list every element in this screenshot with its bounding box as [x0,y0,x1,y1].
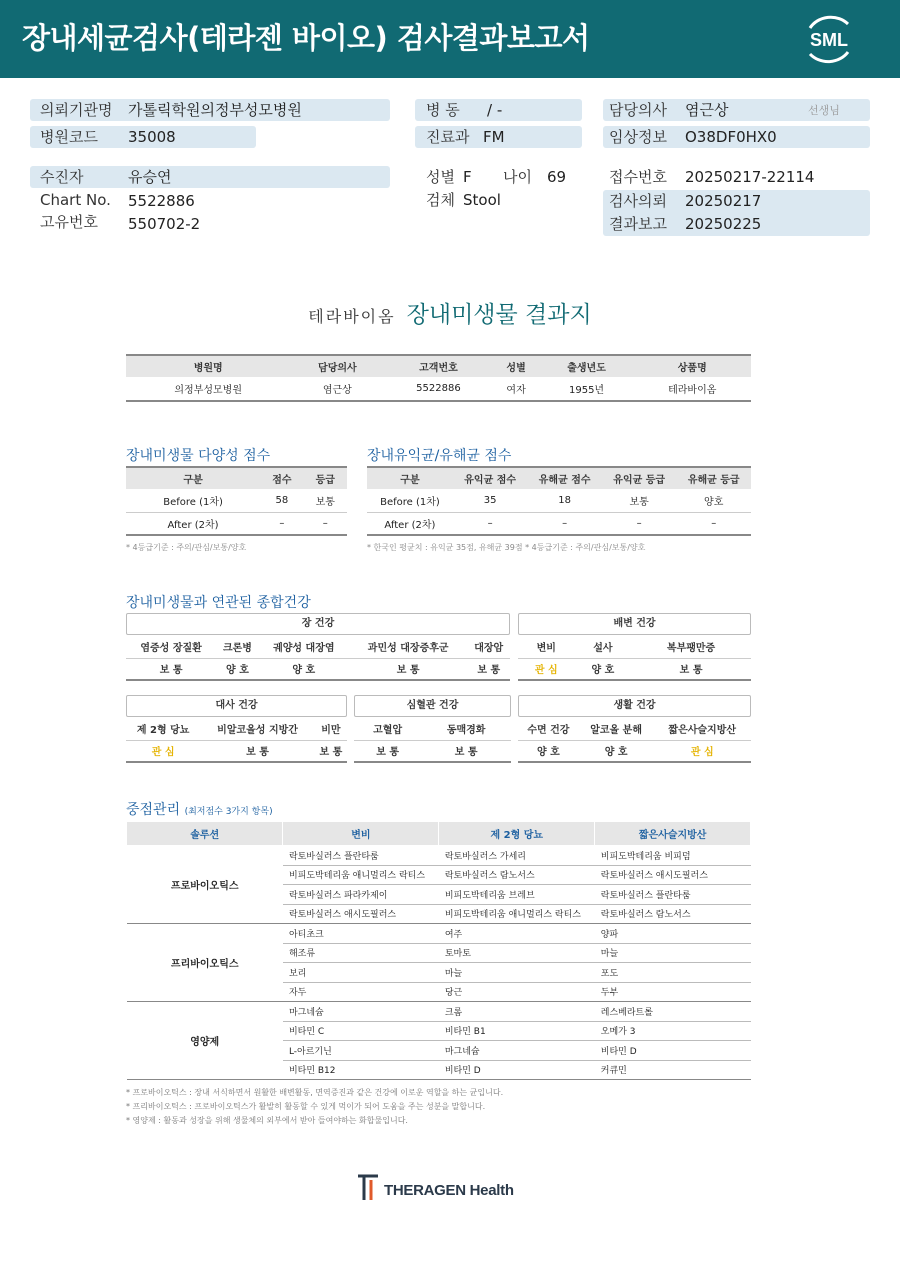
hospital-code-label: 병원코드 [40,128,98,146]
basic-header-cell: 담당의사 [290,355,384,377]
health-item: 알코올 분해 [590,724,642,736]
health-item: 동맥경화 [446,724,486,736]
focus-cell: 비피도박테리움 브레브 [439,885,595,905]
request-date-label: 검사의뢰 [609,192,667,210]
sheet-title-main: 장내미생물 결과지 [406,302,592,328]
health-item-row [126,635,510,658]
score-header-cell: 구분 [367,467,453,489]
score-row [126,512,347,535]
focus-cell: 마그네슘 [439,1041,595,1061]
score-cell: 58 [260,489,303,512]
report-title: 장내세균검사(테라젠 바이오) 검사결과보고서 [22,21,590,55]
focus-row [127,846,751,866]
focus-cell: 비타민 B1 [439,1021,595,1041]
focus-cell: 두부 [595,982,751,1002]
basic-header-cell: 출생년도 [540,355,634,377]
health-value: 관 심 [126,740,200,762]
life-health-table [518,717,751,763]
score-cell: 보통 [304,489,347,512]
focus-cell: 락토바실러스 플란타룸 [595,885,751,905]
bacteria-foot: * 한국인 평균치 : 유익균 35점, 유해균 39점 * 4등급기준 : 주의/관심/보통/양호 [367,543,646,552]
sheet-title [0,296,900,329]
focus-cell: 레스베라트롤 [595,1002,751,1022]
basic-value-cell: 여자 [493,377,540,401]
health-value: 보 통 [631,658,751,680]
request-org-label: 의뢰기관명 [40,101,113,119]
health-item: 복부팽만증 [666,642,716,654]
health-item: 비알코올성 지방간 [217,724,298,736]
specimen-value: Stool [463,191,501,209]
basic-value-cell: 5522886 [384,377,492,401]
focus-cell: 보리 [283,963,439,983]
score-cell: – [527,512,602,535]
focus-cell: 비피도박테리움 비피덤 [595,846,751,866]
diversity-title: 장내미생물 다양성 점수 [126,448,271,464]
health-item: 대장암 [474,642,504,654]
score-cell: 18 [527,489,602,512]
focus-cell: 락토바실러스 람노서스 [595,904,751,924]
health-title: 장내미생물과 연관된 종합건강 [126,595,311,611]
score-header-cell: 구분 [126,467,260,489]
gut-health-table [126,635,510,681]
gut-health-box [126,613,510,681]
focus-header-cell: 짧은사슬지방산 [595,822,751,846]
health-item-row [354,717,511,740]
score-header-row [126,467,347,489]
health-item: 설사 [593,642,613,654]
note-line: * 영양제 : 활동과 성장을 위해 생물체의 외부에서 받아 들여야하는 화합물입니다. [126,1116,408,1125]
notes [126,1086,503,1128]
focus-group-name: 프리바이오틱스 [127,924,283,1002]
health-value: 보 통 [467,658,510,680]
bowel-health-title: 배변 건강 [518,613,751,635]
score-cell: After (2차) [367,512,453,535]
health-value: 보 통 [354,740,421,762]
basic-value-cell: 의정부성모병원 [126,377,290,401]
focus-group-name: 프로바이오틱스 [127,846,283,924]
focus-title-main: 중점관리 [126,802,181,818]
health-item: 크론병 [222,642,252,654]
receipt-value: 20250217-22114 [685,168,815,186]
focus-cell: 락토바실러스 플란타룸 [283,846,439,866]
request-date-value: 20250217 [685,192,762,210]
basic-value-cell: 1955년 [540,377,634,401]
health-value: 보 통 [200,740,314,762]
health-value: 양 호 [579,740,654,762]
sheet-title-prefix: 테라바이옴 [308,307,396,326]
sml-logo [800,12,858,66]
score-row [367,489,751,512]
health-value: 양 호 [259,658,349,680]
sex-label: 성별 [426,168,455,186]
score-header-cell: 점수 [260,467,303,489]
health-value: 양 호 [575,658,632,680]
focus-cell: 오메가 3 [595,1021,751,1041]
basic-header-cell: 성별 [493,355,540,377]
life-health-box [518,695,751,763]
theragen-logo [356,1172,536,1204]
health-item-row [518,635,751,658]
focus-cell: 락토바실러스 파라카제이 [283,885,439,905]
health-value: 관 심 [518,658,575,680]
health-item: 비만 [321,724,341,736]
focus-cell: 여주 [439,924,595,944]
focus-group-name: 영양제 [127,1002,283,1080]
age-label: 나이 [503,168,532,186]
focus-cell: 비타민 D [439,1060,595,1080]
score-cell: – [676,512,751,535]
health-value-row [518,740,751,762]
focus-row [127,1002,751,1022]
health-item: 짧은사슬지방산 [668,724,737,736]
health-value: 양 호 [216,658,259,680]
score-row [126,489,347,512]
focus-header-cell: 솔루션 [127,822,283,846]
focus-cell: 해조류 [283,943,439,963]
cardio-health-table [354,717,511,763]
diversity-foot: * 4등급기준 : 주의/관심/보통/양호 [126,543,247,552]
focus-cell: 크롬 [439,1002,595,1022]
focus-cell: 양파 [595,924,751,944]
cardio-health-box [354,695,511,763]
patient-value: 유승연 [128,168,172,186]
sex-value: F [463,168,472,186]
score-cell: 양호 [676,489,751,512]
focus-cell: 락토바실러스 가세리 [439,846,595,866]
note-line: * 프로바이오틱스 : 장내 서식하면서 원활한 배변활동, 면역증진과 같은 건강에 이로운 역할을 하는 균입니다. [126,1088,504,1097]
cardio-health-title: 심혈관 건강 [354,695,511,717]
score-cell: – [260,512,303,535]
patient-pill [30,166,390,188]
score-cell: – [304,512,347,535]
focus-cell: 비타민 B12 [283,1060,439,1080]
score-header-cell: 유해균 점수 [527,467,602,489]
metabolic-health-table [126,717,347,763]
focus-cell: 비피도박테리움 애니멀리스 락티스 [283,865,439,885]
health-item: 궤양성 대장염 [273,642,335,654]
dept-label: 진료과 [426,128,470,146]
receipt-label: 접수번호 [609,168,667,186]
ward-label: 병 동 [426,101,460,119]
hospital-code-value: 35008 [128,128,176,146]
health-item: 제 2형 당뇨 [136,724,190,736]
score-cell: After (2차) [126,512,260,535]
focus-cell: 마늘 [595,943,751,963]
basic-value-cell: 염근상 [290,377,384,401]
score-header-cell: 등급 [304,467,347,489]
health-value-row [126,740,347,762]
health-value: 보 통 [421,740,511,762]
health-item: 과민성 대장증후군 [367,642,449,654]
basic-info-table [126,354,751,402]
chart-label: Chart No. [40,191,111,209]
focus-cell: 비타민 D [595,1041,751,1061]
dept-value: FM [483,128,505,146]
focus-title [126,799,273,819]
specimen-label: 검체 [426,191,455,209]
ward-value: / - [487,101,503,119]
score-cell: – [602,512,677,535]
age-value: 69 [547,168,567,186]
health-item: 염증성 장질환 [140,642,202,654]
basic-header-row [126,355,751,377]
chart-value: 5522886 [128,192,195,210]
report-date-label: 결과보고 [609,215,667,233]
focus-cell: 락토바실러스 애시도필러스 [595,865,751,885]
basic-header-cell: 고객번호 [384,355,492,377]
basic-header-cell: 병원명 [126,355,290,377]
health-value: 보 통 [349,658,468,680]
gut-health-title: 장 건강 [126,613,510,635]
health-value-row [518,658,751,680]
note-line: * 프리바이오틱스 : 프로바이오틱스가 활발히 활동할 수 있게 먹이가 되어 도움을 주는 성분을 말합니다. [126,1102,486,1111]
focus-header-cell: 변비 [283,822,439,846]
uid-label: 고유번호 [40,213,98,231]
health-value-row [354,740,511,762]
patient-label: 수진자 [40,168,84,186]
health-value: 보 통 [315,740,347,762]
health-value: 양 호 [518,740,579,762]
health-item-row [518,717,751,740]
focus-cell: L-아르기닌 [283,1041,439,1061]
report-header [0,0,900,78]
focus-cell: 당근 [439,982,595,1002]
score-cell: 보통 [602,489,677,512]
score-row [367,512,751,535]
diversity-table [126,466,347,536]
focus-cell: 락토바실러스 람노서스 [439,865,595,885]
focus-cell: 비피도박테리움 애니멀리스 락티스 [439,904,595,924]
health-item-row [126,717,347,740]
clinical-value: O38DF0HX0 [685,128,777,146]
score-cell: – [453,512,528,535]
health-value-row [126,658,510,680]
focus-cell: 마늘 [439,963,595,983]
focus-cell: 토마토 [439,943,595,963]
focus-table [126,821,751,1080]
life-health-title: 생활 건강 [518,695,751,717]
focus-cell: 락토바실러스 애시도필러스 [283,904,439,924]
focus-row [127,924,751,944]
focus-cell: 포도 [595,963,751,983]
metabolic-health-title: 대사 건강 [126,695,347,717]
focus-cell: 아티초크 [283,924,439,944]
theragen-mark-icon [356,1172,380,1202]
metabolic-health-box [126,695,347,763]
focus-cell: 자두 [283,982,439,1002]
svg-text:SML: SML [810,30,848,50]
bowel-health-box [518,613,751,681]
focus-header-cell: 제 2형 당뇨 [439,822,595,846]
uid-value: 550702-2 [128,215,201,233]
focus-cell: 마그네슘 [283,1002,439,1022]
clinical-label: 임상정보 [609,128,667,146]
basic-value-cell: 테라바이옴 [634,377,752,401]
bowel-health-table [518,635,751,681]
health-item: 수면 건강 [527,724,570,736]
report-date-value: 20250225 [685,215,762,233]
health-item: 변비 [536,642,556,654]
request-org-value: 가톨릭학원의정부성모병원 [128,101,302,119]
score-header-cell: 유익균 등급 [602,467,677,489]
score-cell: Before (1차) [367,489,453,512]
doctor-value: 염근상 [685,101,729,119]
score-header-cell: 유해균 등급 [676,467,751,489]
score-header-cell: 유익균 점수 [453,467,528,489]
theragen-logo-text: THERAGEN Health [384,1182,514,1199]
score-header-row [367,467,751,489]
health-value: 관 심 [653,740,751,762]
score-cell: Before (1차) [126,489,260,512]
basic-value-row [126,377,751,401]
focus-header-row [127,822,751,846]
health-item: 고혈압 [373,724,403,736]
bacteria-table [367,466,751,536]
health-value: 보 통 [126,658,216,680]
score-cell: 35 [453,489,528,512]
focus-subtitle: (최저점수 3가지 항목) [184,807,273,817]
doctor-label: 담당의사 [609,101,667,119]
doctor-suffix: 선생님 [808,104,840,117]
basic-header-cell: 상품명 [634,355,752,377]
focus-cell: 비타민 C [283,1021,439,1041]
focus-cell: 커큐민 [595,1060,751,1080]
bacteria-title: 장내유익균/유해균 점수 [367,448,512,464]
